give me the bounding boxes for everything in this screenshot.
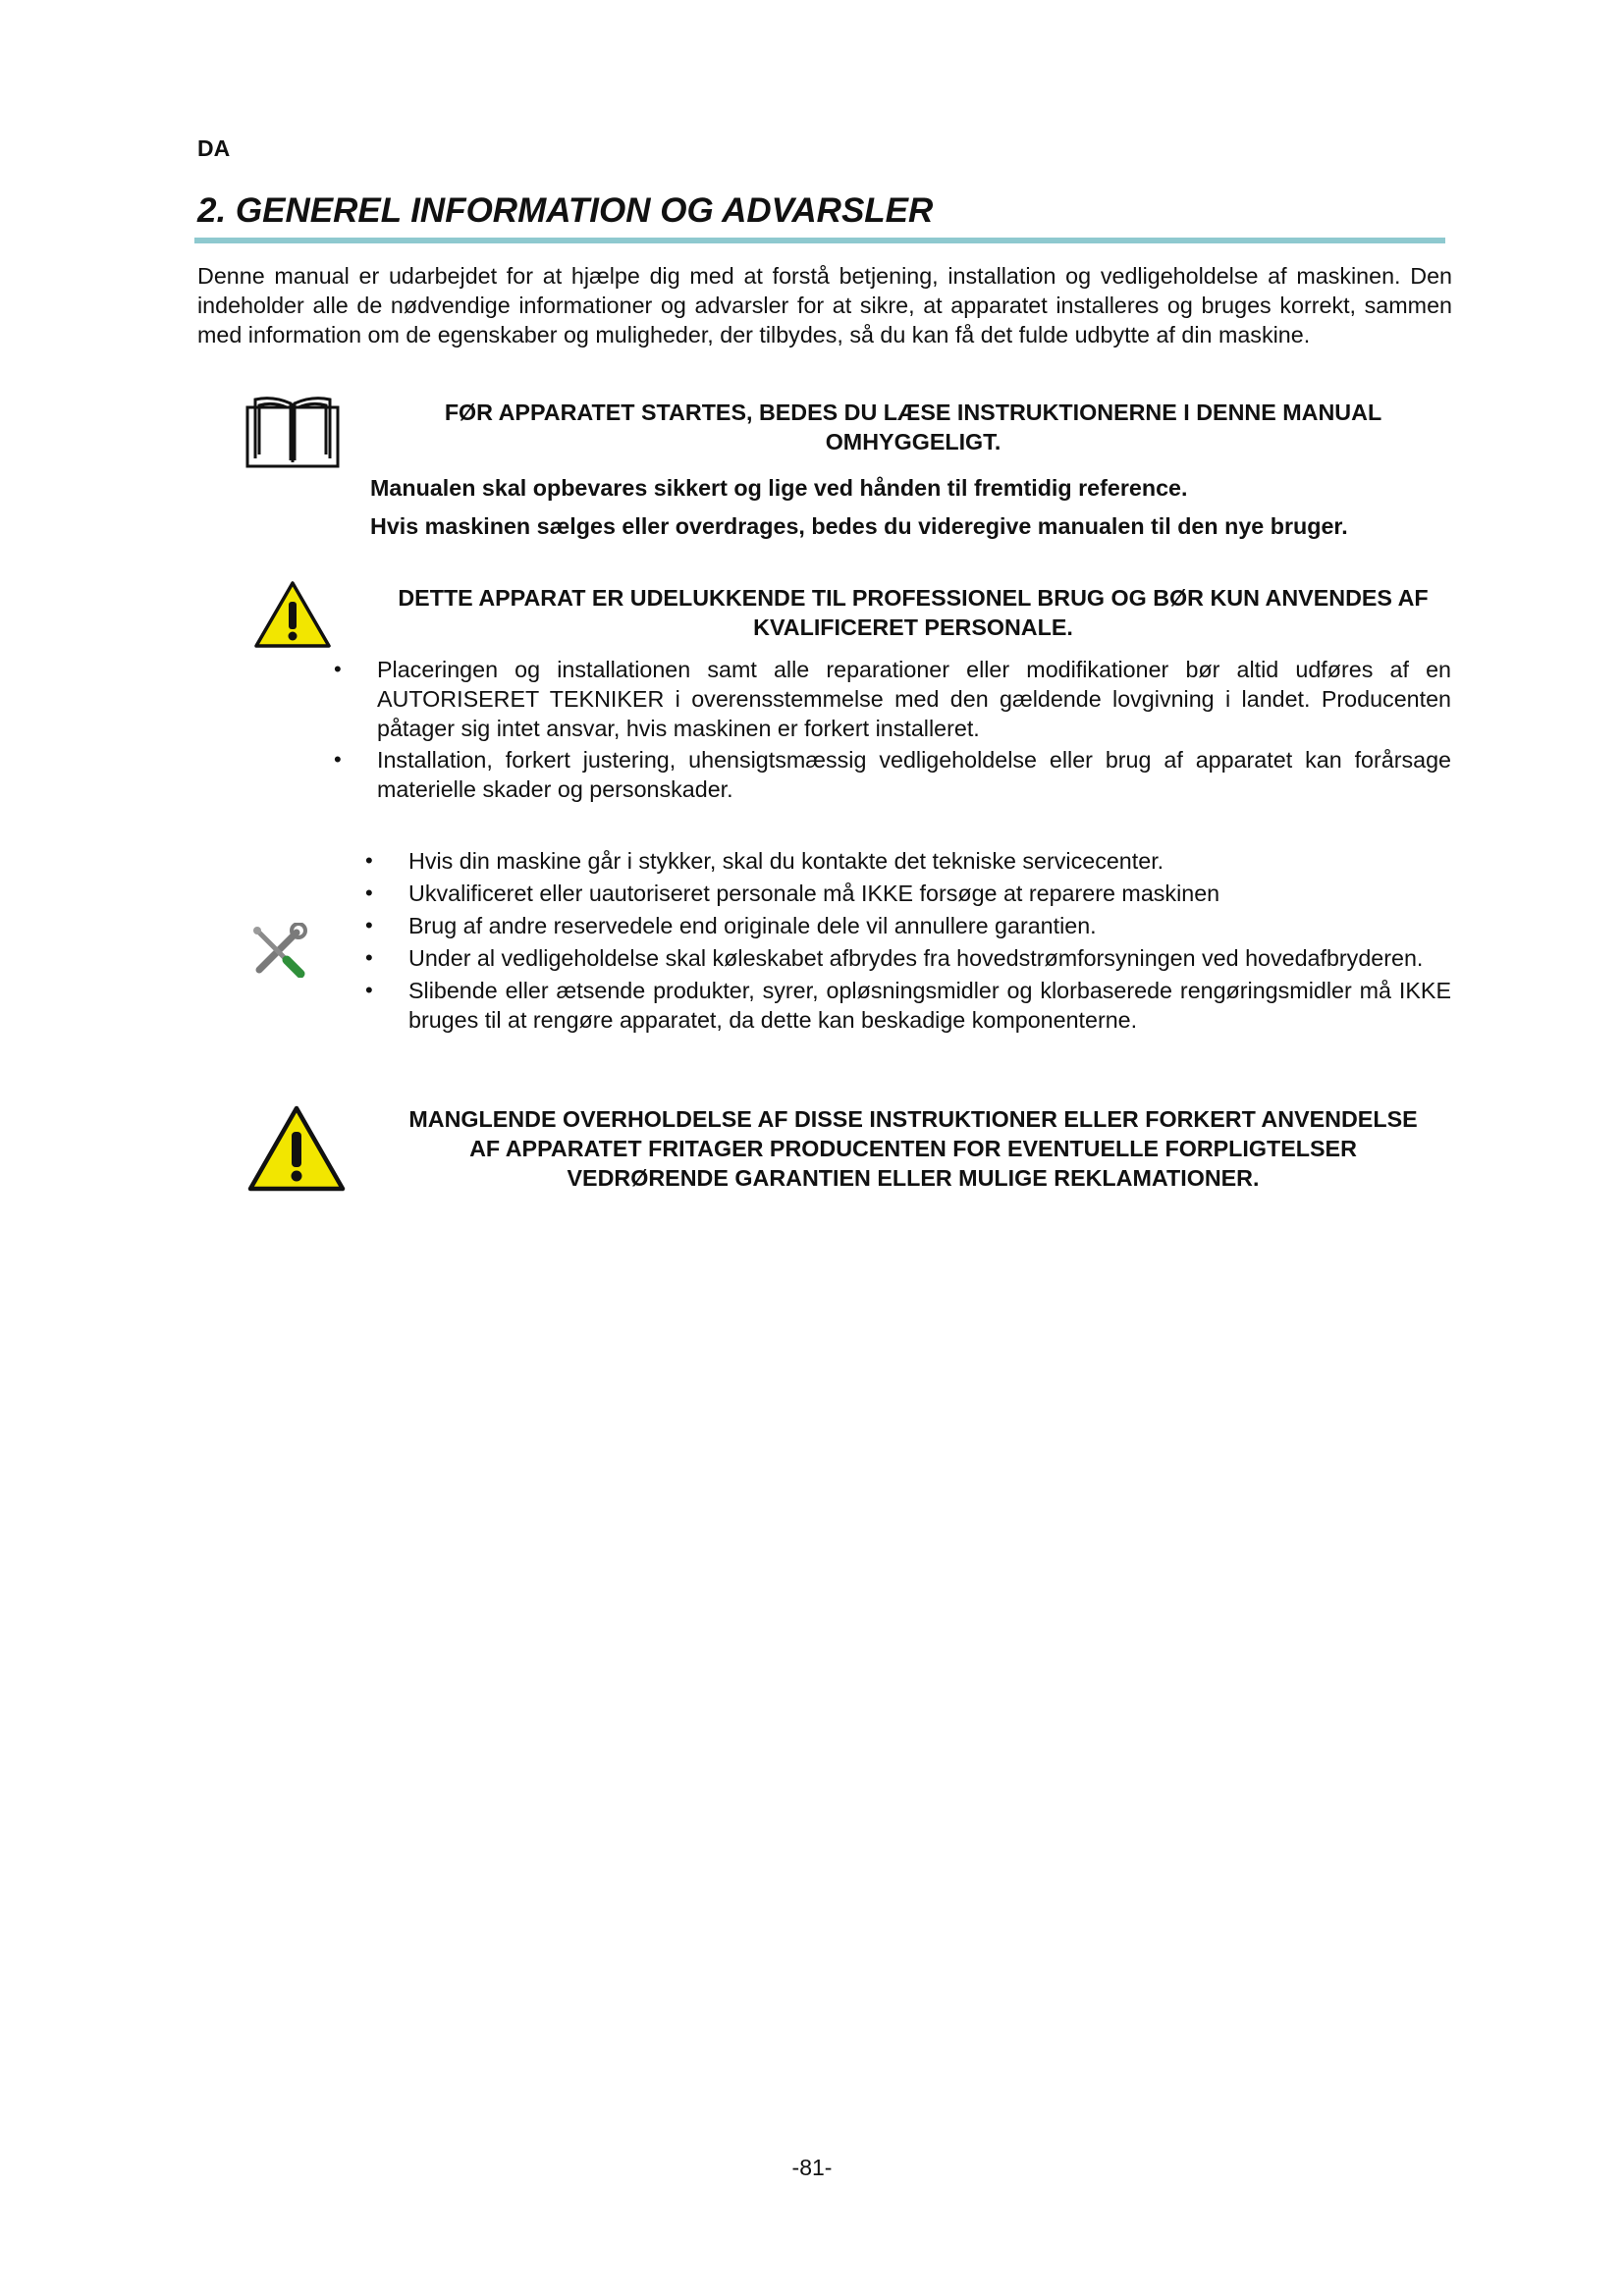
list-item: • Under al vedligeholdelse skal køleskabet afbrydes fra hovedstrømforsyningen ved hovedafbryderen.: [408, 943, 1451, 973]
list-item: • Slibende eller ætsende produkter, syrer, opløsningsmidler og klorbaserede rengøringsmidler må IKKE bruges til at rengøre apparatet, da dette kan beskadige komponenterne.: [408, 976, 1451, 1035]
list-item: • Placeringen og installationen samt alle reparationer eller modifikationer bør altid udføres af en AUTORISERET TEKNIKER i overensstemmelse med den gældende lovgivning i landet. Producenten påtager sig intet ansvar, hvis maskinen er forkert installeret.: [377, 655, 1451, 743]
page-number: -81-: [791, 2155, 833, 2180]
liability-notice: MANGLENDE OVERHOLDELSE AF DISSE INSTRUKTIONER ELLER FORKERT ANVENDELSE AF APPARATET FRITAGER PRODUCENTEN FOR EVENTUELLE FORPLIGTELSER VEDRØRENDE GARANTIEN ELLER MULIGE REKLAMATIONER.: [408, 1106, 1418, 1191]
installation-bullet-list: [377, 655, 1451, 806]
professional-use-notice: DETTE APPARAT ER UDELUKKENDE TIL PROFESSIONEL BRUG OG BØR KUN ANVENDES AF KVALIFICERET PERSONALE.: [398, 585, 1429, 640]
transfer-manual-note: Hvis maskinen sælges eller overdrages, bedes du videregive manualen til den nye bruger.: [370, 513, 1348, 539]
list-item: • Hvis din maskine går i stykker, skal du kontakte det tekniske servicecenter.: [408, 846, 1451, 876]
tools-icon: [249, 923, 308, 983]
language-code: DA: [197, 135, 231, 161]
book-icon: [245, 394, 340, 473]
title-underline: [194, 238, 1445, 243]
warning-icon: [253, 580, 332, 654]
warning-icon: [247, 1105, 346, 1197]
intro-paragraph: Denne manual er udarbejdet for at hjælpe dig med at forstå betjening, installation og vedligeholdelse af maskinen. Den indeholder alle de nødvendige informationer og advarsler for at sikre, at apparatet installeres og bruges korrekt, sammen med information om de egenskaber og muligheder, der tilbydes, så du kan få det fulde udbytte af din maskine.: [197, 263, 1452, 347]
list-item: • Ukvalificeret eller uautoriseret personale må IKKE forsøge at reparere maskinen: [408, 879, 1451, 908]
service-bullet-list: [408, 846, 1451, 1038]
read-manual-notice: FØR APPARATET STARTES, BEDES DU LÆSE INSTRUKTIONERNE I DENNE MANUAL OMHYGGELIGT.: [444, 400, 1382, 454]
section-title: 2. GENEREL INFORMATION OG ADVARSLER: [197, 191, 934, 230]
list-item: • Brug af andre reservedele end originale dele vil annullere garantien.: [408, 911, 1451, 940]
list-item: • Installation, forkert justering, uhensigtsmæssig vedligeholdelse eller brug af apparatet kan forårsage materielle skader og personskader.: [377, 745, 1451, 804]
keep-manual-note: Manualen skal opbevares sikkert og lige ved hånden til fremtidig reference.: [370, 475, 1188, 501]
